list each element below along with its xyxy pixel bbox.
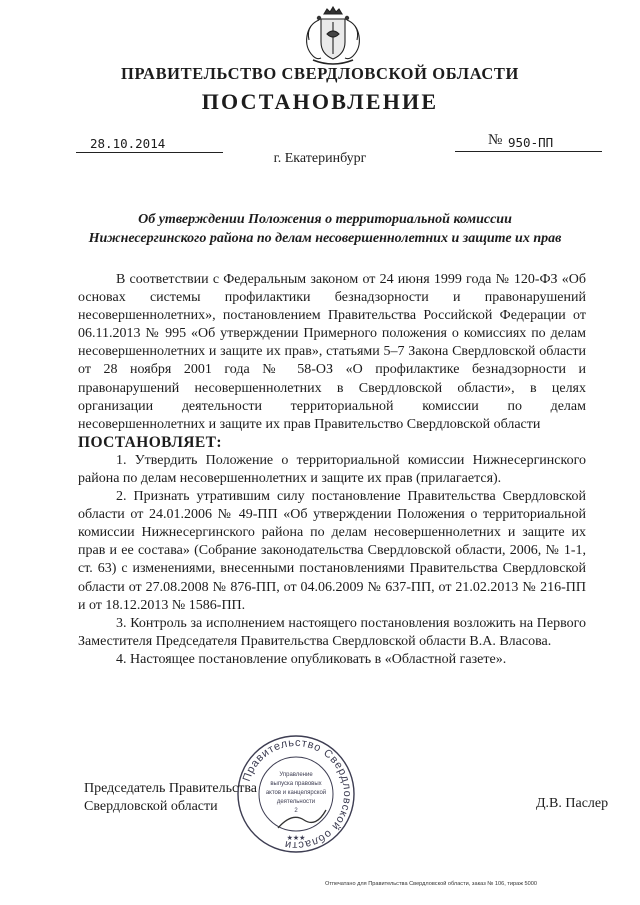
coat-of-arms-emblem <box>299 6 367 70</box>
stamp-center-line-3: актов и канцелярской <box>265 790 327 796</box>
item-2: 2. Признать утратившим силу постановление Правительства Свердловской области от 24.01.2006 № 49-ПП «Об утверждении Положения о территориальной комиссии Нижнесергинского района по делам несовершеннолетних и защите их прав и ее состава» (Собрание законодательства Свердловской области, 2006, № 1-1, ст. 63) с изменениями, внесенными постановлениями Правительства Свердловской области от 27.08.2008 № 876-ПП, от 04.06.2009 № 637-ПП, от 21.02.2013 № 216-ПП и от 18.12.2013 № 1586-ПП. <box>78 489 586 613</box>
item-1: 1. Утвердить Положение о территориальной комиссии Нижнесергинского района по делам несовершеннолетних и защите их прав (прилагается). <box>78 452 586 486</box>
item-3: 3. Контроль за исполнением настоящего постановления возложить на Первого Заместителя Председателя Правительства Свердловской области В.А. Власова. <box>78 615 586 649</box>
number-sign: № <box>488 132 503 148</box>
stamp-stars: ★★★ <box>286 834 306 842</box>
stamp-center-line-2: выпуска правовых <box>270 781 322 787</box>
organization-name: ПРАВИТЕЛЬСТВО СВЕРДЛОВСКОЙ ОБЛАСТИ <box>121 64 519 83</box>
title-line-1: Об утверждении Положения о территориальной комиссии <box>138 212 512 227</box>
signatory-position <box>84 780 257 816</box>
document-number-field <box>455 132 602 152</box>
city: г. Екатеринбург <box>273 151 367 166</box>
stamp-center-line-1: Управление <box>279 772 313 778</box>
signatory-position-line-1: Председатель Правительства <box>84 781 257 796</box>
document-number: 950-ПП <box>508 135 554 150</box>
handwritten-signature <box>278 810 326 828</box>
signatory-position-line-2: Свердловской области <box>84 799 218 814</box>
document-type: ПОСТАНОВЛЕНИЕ <box>201 89 439 114</box>
item-4: 4. Настоящее постановление опубликовать в «Областной газете». <box>116 651 507 667</box>
document-date: 28.10.2014 <box>76 136 223 153</box>
decree-word: ПОСТАНОВЛЯЕТ: <box>78 433 222 451</box>
stamp-center-line-4: деятельности <box>276 799 316 805</box>
title-line-2: Нижнесергинского района по делам несовершеннолетних и защите их прав <box>88 231 562 246</box>
document-body <box>78 271 586 669</box>
print-footer: Отпечатано для Правительства Свердловской области, заказ № 106, тираж 5000 <box>325 881 537 887</box>
preamble-paragraph: В соответствии с Федеральным законом от 24 июня 1999 года № 120-ФЗ «Об основах системы профилактики безнадзорности и правонарушений несовершеннолетних», постановлением Правительства Российской Федерации от 06.11.2013 № 995 «Об утверждении Примерного положения о комиссиях по делам несовершеннолетних и защите их прав», статьями 5–7 Закона Свердловской области от 28 ноября 2001 года № 58-ОЗ «О профилактике безнадзорности и правонарушений несовершеннолетних в Свердловской области», в целях организации деятельности территориальной комиссии по делам несовершеннолетних и защите их прав Правительство Свердловской области <box>78 272 586 432</box>
stamp-center-line-5: 2 <box>294 808 298 814</box>
document-title <box>60 210 590 248</box>
stamp-ring-text: Правительство Свердловской области <box>240 736 354 852</box>
signatory-name: Д.В. Паслер <box>536 796 609 811</box>
